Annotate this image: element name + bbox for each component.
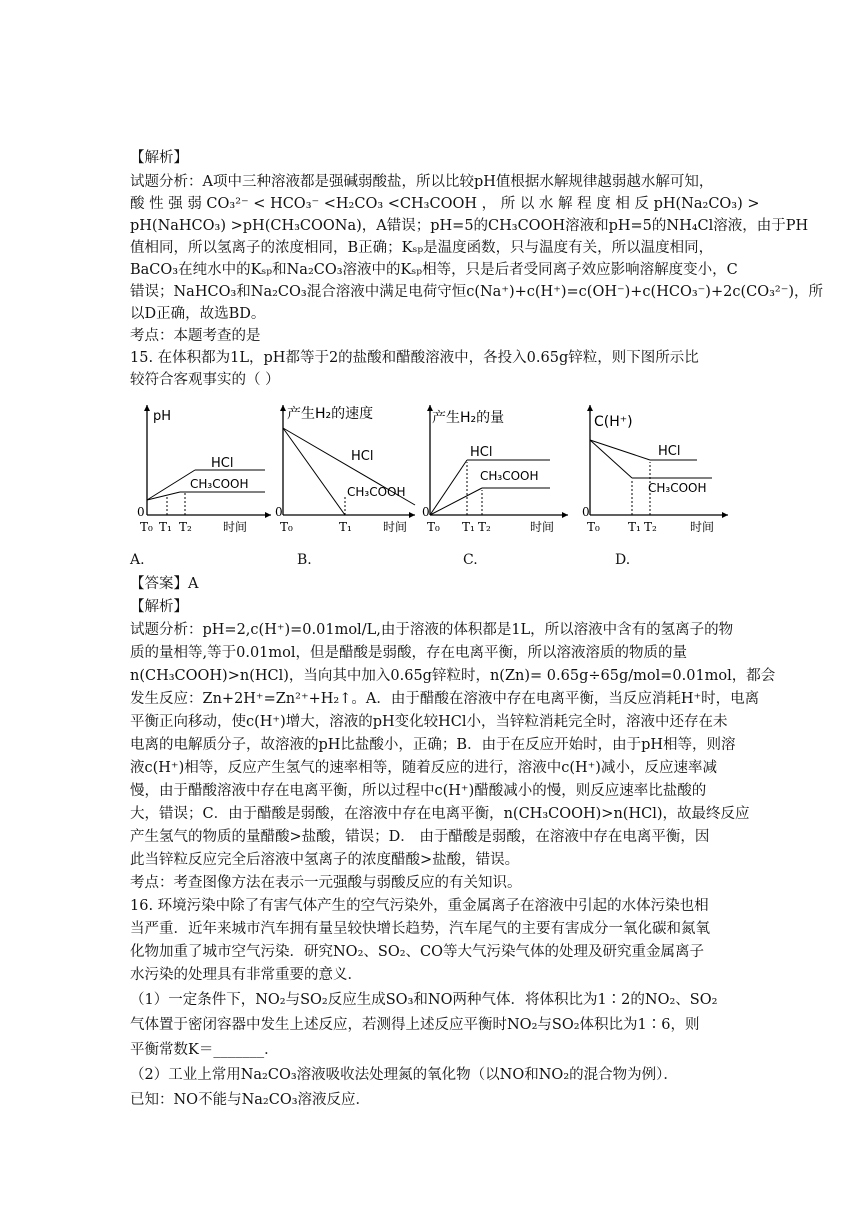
x-axis-label: 时间 bbox=[530, 520, 555, 534]
x-axis-label: 时间 bbox=[383, 520, 408, 534]
text-line: 以D正确，故选BD。 bbox=[130, 306, 266, 322]
tick-label: T₁ bbox=[159, 520, 172, 534]
series-label: CH₃COOH bbox=[648, 481, 707, 495]
origin-label: 0 bbox=[137, 505, 145, 519]
tick-label: T₀ bbox=[587, 520, 600, 534]
question-text: （1）一定条件下，NO₂与SO₂反应生成SO₃和NO两种气体．将体积比为1∶2的NO₂、SO₂ bbox=[130, 992, 718, 1008]
text-line: 质的量相等,等于0.01mol，但是醋酸是弱酸，存在电离平衡，所以溶液溶质的物质的量 bbox=[130, 645, 688, 661]
text-line: 液c(H⁺)相等，反应产生氢气的速率相等，随着反应的进行，溶液中c(H⁺)减小，反应速率减 bbox=[130, 760, 717, 776]
question-text: （2）工业上常用Na₂CO₃溶液吸收法处理氮的氧化物（以NO和NO₂的混合物为例）． bbox=[130, 1067, 678, 1083]
tick-label: T₁ bbox=[628, 520, 641, 534]
text-line: 产生氢气的物质的量醋酸>盐酸，错误；D． 由于醋酸是弱酸，在溶液中存在电离平衡，因 bbox=[130, 829, 710, 845]
series-label: CH₃COOH bbox=[190, 477, 249, 491]
question-text: 当严重．近年来城市汽车拥有量呈较快增长趋势，汽车尾气的主要有害成分一氧化碳和氮氧 bbox=[130, 921, 710, 937]
x-axis-label: 时间 bbox=[690, 520, 715, 534]
text-line: 电离的电解质分子，故溶液的pH比盐酸小，正确；B．由于在反应开始时，由于pH相等，则溶 bbox=[130, 737, 736, 753]
text-line: 平衡正向移动，使c(H⁺)增大，溶液的pH变化较HCl小，当锌粒消耗完全时，溶液中还存在未 bbox=[130, 714, 728, 730]
option-a: A. bbox=[130, 552, 145, 568]
text-line: 错误；NaHCO₃和Na₂CO₃混合溶液中满足电荷守恒c(Na⁺)+c(H⁺)=c(OH⁻)+c(HCO₃⁻)+2c(CO₃²⁻)，所 bbox=[130, 284, 824, 300]
graph-ylabel: 产生H₂的速度 bbox=[287, 406, 374, 422]
tick-label: T₀ bbox=[280, 520, 293, 534]
text-line: BaCO₃在纯水中的Kₛₚ和Na₂CO₃溶液中的Kₛₚ相等，只是后者受同离子效应影响溶解度变小，C bbox=[130, 262, 738, 278]
text-line: 大，错误；C．由于醋酸是弱酸，在溶液中存在电离平衡，n(CH₃COOH)>n(HCl)，故最终反应 bbox=[130, 806, 750, 822]
question-text: 水污染的处理具有非常重要的意义． bbox=[130, 967, 362, 983]
text-line: 【解析】 bbox=[130, 150, 188, 166]
text-line: 慢，由于醋酸溶液中存在电离平衡，所以过程中c(H⁺)醋酸减小的慢，则反应速率比盐酸的 bbox=[130, 783, 707, 799]
question-text: 15. 在体积都为1L，pH都等于2的盐酸和醋酸溶液中，各投入0.65g锌粒，则下图所示比 bbox=[130, 350, 699, 366]
text-line: 试题分析：A项中三种溶液都是强碱弱酸盐，所以比较pH值根据水解规律越弱越水解可知， bbox=[130, 174, 714, 190]
text-line: 发生反应：Zn+2H⁺=Zn²⁺+H₂↑。A．由于醋酸在溶液中存在电离平衡，当反应消耗H⁺时，电离 bbox=[130, 691, 760, 707]
graph-b bbox=[275, 400, 420, 535]
origin-label: 0 bbox=[275, 505, 283, 519]
x-axis-label: 时间 bbox=[223, 520, 248, 534]
text-line: 【解析】 bbox=[130, 599, 188, 615]
text-line: n(CH₃COOH)>n(HCl)，当向其中加入0.65g锌粒时，n(Zn)= 0.65g÷65g/mol=0.01mol，都会 bbox=[130, 668, 776, 684]
tick-label: T₀ bbox=[427, 520, 440, 534]
question-text: 已知：NO不能与Na₂CO₃溶液反应． bbox=[130, 1092, 371, 1108]
graph-ylabel: C(H⁺) bbox=[594, 414, 633, 430]
graph-a bbox=[135, 400, 275, 535]
text-line: 值相同，所以氢离子的浓度相同，B正确；Kₛₚ是温度函数，只与温度有关，所以温度相同， bbox=[130, 240, 714, 256]
graph-c bbox=[422, 400, 572, 535]
text-line: 考点：考查图像方法在表示一元强酸与弱酸反应的有关知识。 bbox=[130, 875, 522, 891]
series-label: HCl bbox=[658, 444, 681, 459]
origin-label: 0 bbox=[582, 505, 590, 519]
series-label: CH₃COOH bbox=[347, 485, 406, 499]
series-label: HCl bbox=[211, 456, 234, 471]
question-text: 较符合客观事实的（ ） bbox=[130, 372, 280, 388]
question-text: 化物加重了城市空气污染．研究NO₂、SO₂、CO等大气污染气体的处理及研究重金属离子 bbox=[130, 944, 705, 960]
tick-label: T₂ bbox=[644, 520, 657, 534]
graph-d bbox=[582, 400, 732, 535]
question-text: 16. 环境污染中除了有害气体产生的空气污染外，重金属离子在溶液中引起的水体污染也相 bbox=[130, 898, 709, 914]
series-label: HCl bbox=[351, 449, 374, 464]
option-c: C. bbox=[463, 552, 478, 568]
series-label: CH₃COOH bbox=[480, 469, 539, 483]
graph-ylabel: pH bbox=[153, 409, 172, 424]
option-b: B. bbox=[297, 552, 312, 568]
text-line: 考点：本题考查的是 bbox=[130, 328, 261, 344]
question-text: 气体置于密闭容器中发生上述反应，若测得上述反应平衡时NO₂与SO₂体积比为1∶6，则 bbox=[130, 1017, 700, 1033]
option-d: D. bbox=[615, 552, 631, 568]
text-line: 酸 性 强 弱 CO₃²⁻ < HCO₃⁻ <H₂CO₃ <CH₃COOH ， 所 以 水 解 程 度 相 反 pH(Na₂CO₃) > bbox=[130, 196, 760, 212]
tick-label: T₁ bbox=[462, 520, 475, 534]
graph-ylabel: 产生H₂的量 bbox=[432, 410, 505, 426]
tick-label: T₁ bbox=[339, 520, 352, 534]
question-text: 平衡常数K＝_______． bbox=[130, 1042, 279, 1058]
tick-label: T₂ bbox=[478, 520, 491, 534]
tick-label: T₂ bbox=[179, 520, 192, 534]
answer-line: 【答案】A bbox=[130, 576, 199, 592]
tick-label: T₀ bbox=[140, 520, 153, 534]
series-label: HCl bbox=[470, 445, 493, 460]
origin-label: 0 bbox=[422, 505, 430, 519]
text-line: 试题分析：pH=2,c(H⁺)=0.01mol/L,由于溶液的体积都是1L，所以溶液中含有的氢离子的物 bbox=[130, 622, 734, 638]
text-line: pH(NaHCO₃) >pH(CH₃COONa)，A错误；pH=5的CH₃COOH溶液和pH=5的NH₄Cl溶液，由于PH bbox=[130, 218, 809, 234]
text-line: 此当锌粒反应完全后溶液中氢离子的浓度醋酸>盐酸，错误。 bbox=[130, 852, 520, 868]
